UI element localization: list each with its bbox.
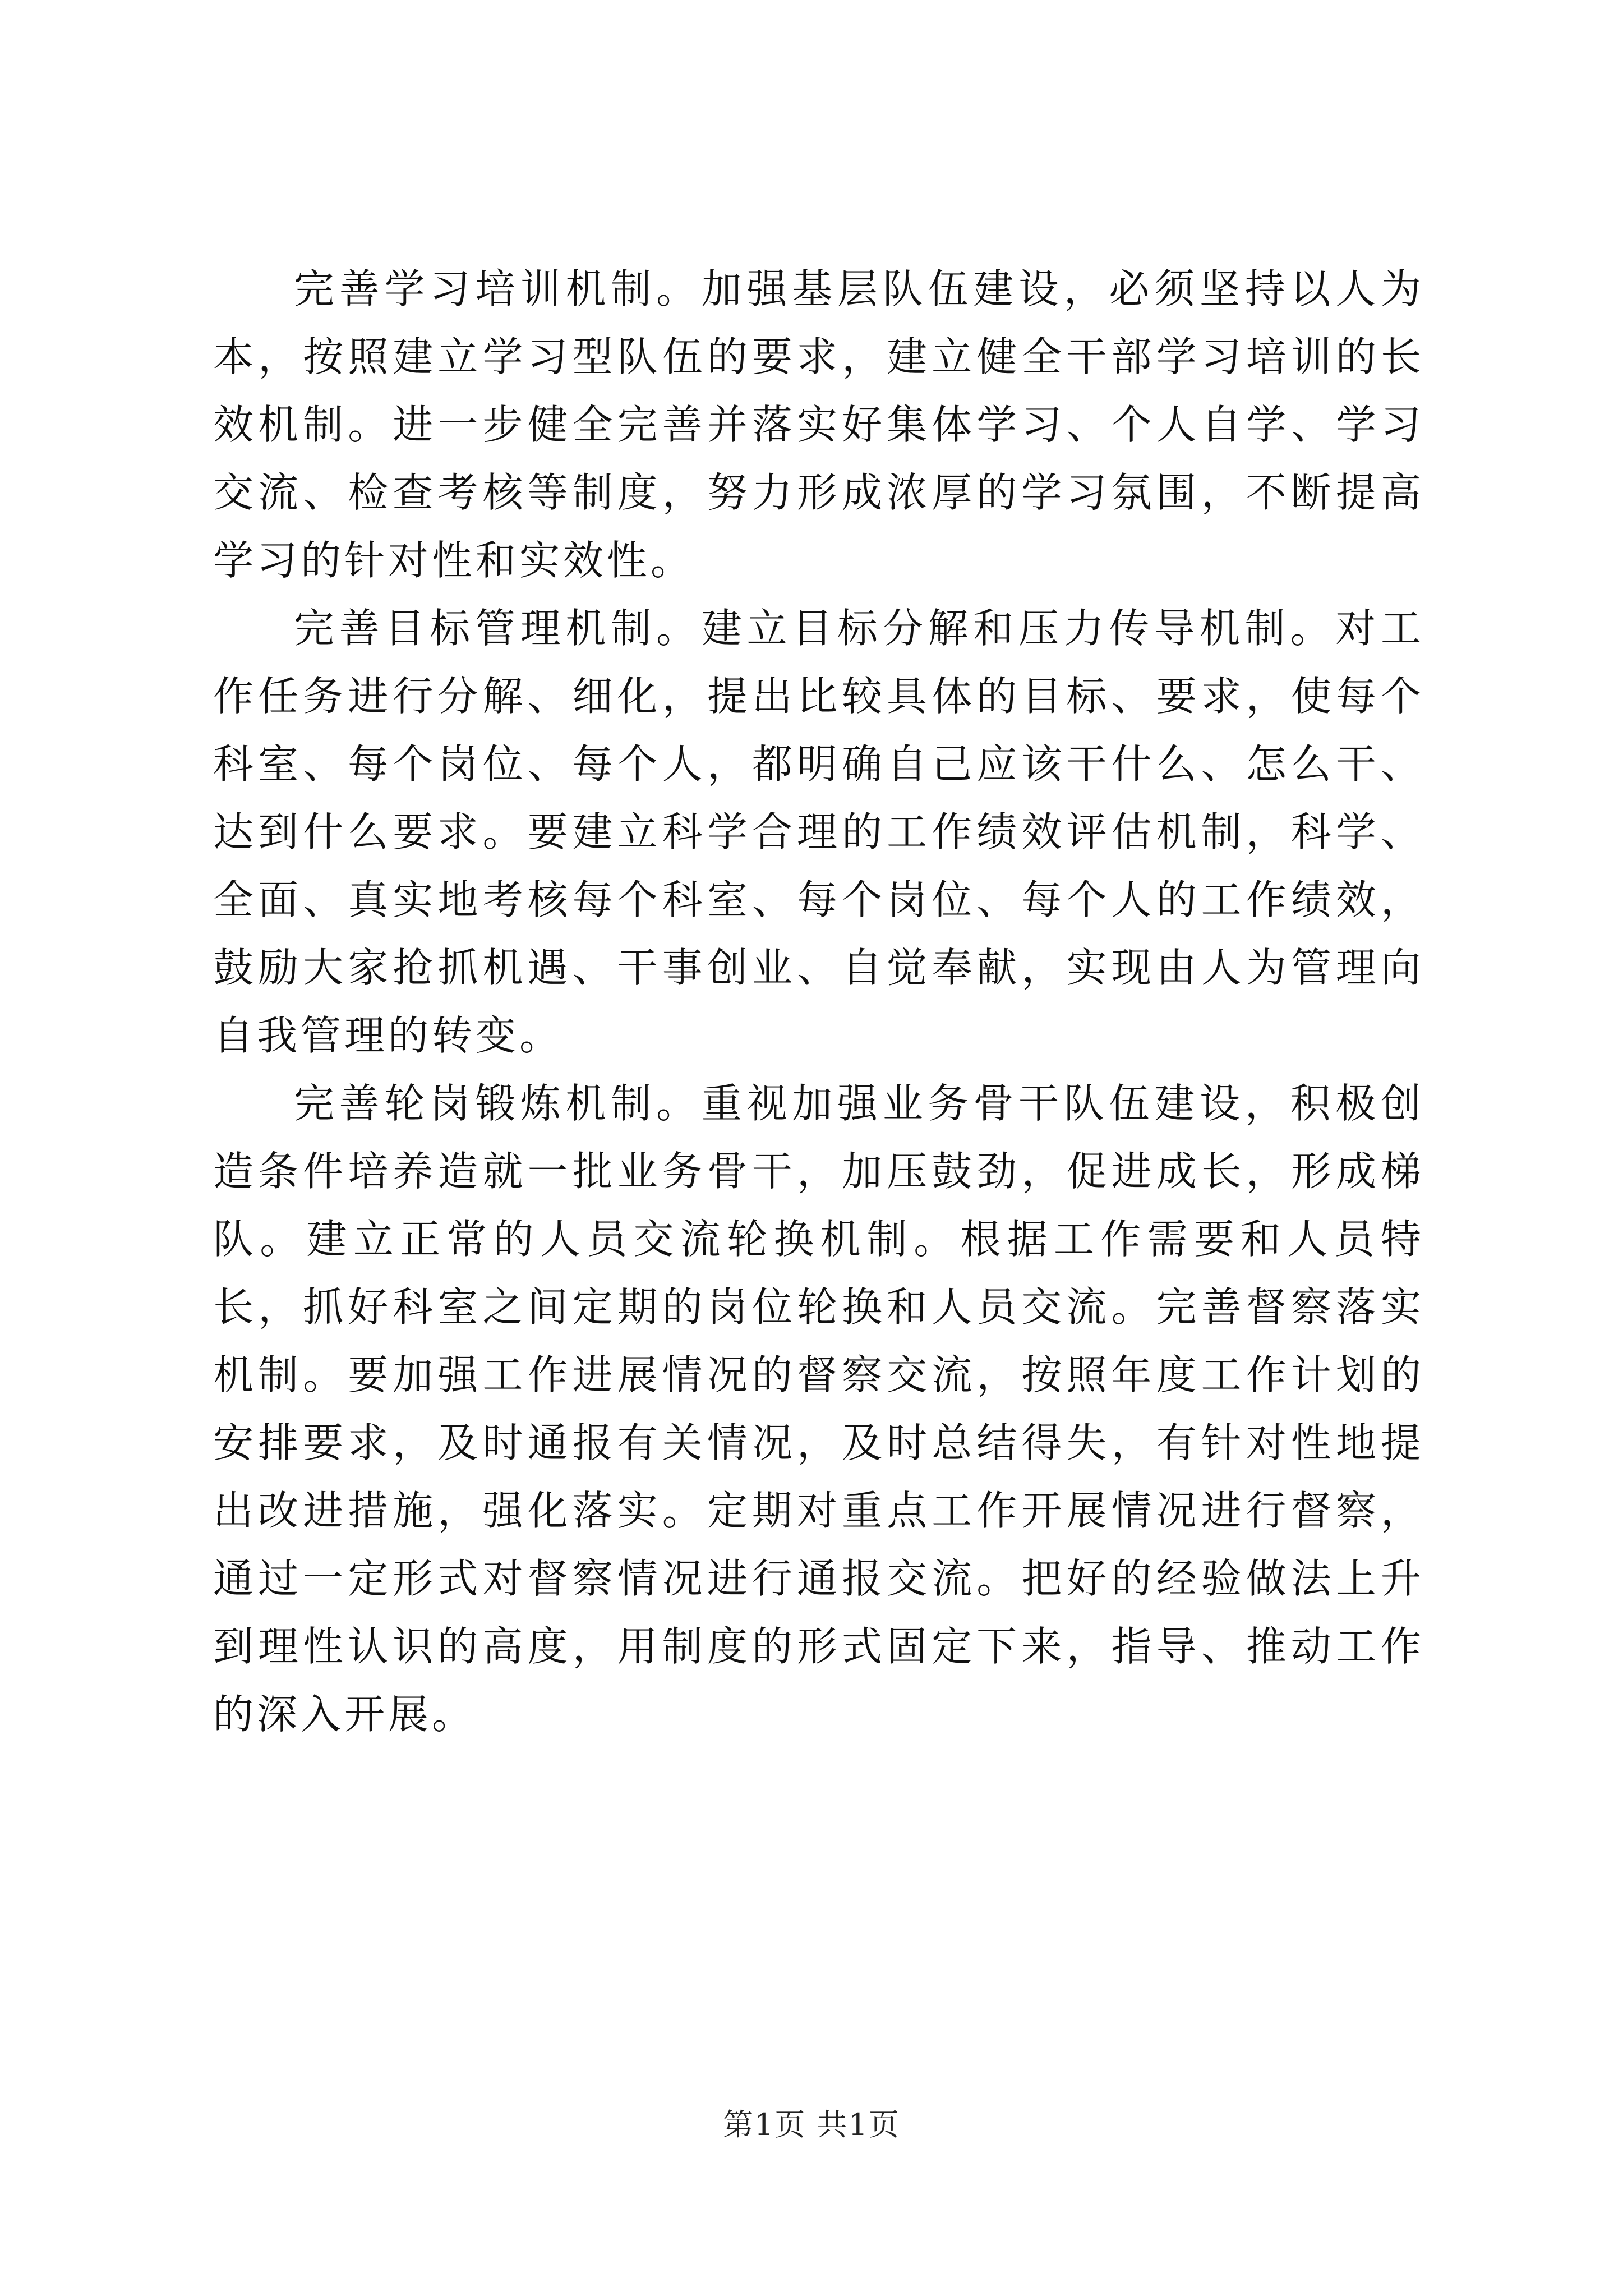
paragraph-job-rotation: 完善轮岗锻炼机制。重视加强业务骨干队伍建设，积极创造条件培养造就一批业务骨干，加压鼓劲，促进成长，形成梯队。建立正常的人员交流轮换机制。根据工作需要和人员特长，抓好科室之间定期的岗位轮换和人员交流。完善督察落实机制。要加强工作进展情况的督察交流，按照年度工作计划的安排要求，及时通报有关情况，及时总结得失，有针对性地提出改进措施，强化落实。定期对重点工作开展情况进行督察，通过一定形式对督察情况进行通报交流。把好的经验做法上升到理性认识的高度，用制度的形式固定下来，指导、推动工作的深入开展。	[213, 1080, 1424, 1738]
paragraph-target-management: 完善目标管理机制。建立目标分解和压力传导机制。对工作任务进行分解、细化，提出比较具体的目标、要求，使每个科室、每个岗位、每个人，都明确自己应该干什么、怎么干、达到什么要求。要建立科学合理的工作绩效评估机制，科学、全面、真实地考核每个科室、每个岗位、每个人的工作绩效，鼓励大家抢抓机遇、干事创业、自觉奉献，实现由人为管理向自我管理的转变。	[213, 605, 1424, 1059]
document-body	[213, 255, 1424, 1749]
paragraph-learning-training: 完善学习培训机制。加强基层队伍建设，必须坚持以人为本，按照建立学习型队伍的要求，建立健全干部学习培训的长效机制。进一步健全完善并落实好集体学习、个人自学、学习交流、检查考核等制度，努力形成浓厚的学习氛围，不断提高学习的针对性和实效性。	[213, 265, 1424, 584]
page-number-footer: 第1页 共1页	[723, 2107, 900, 2142]
